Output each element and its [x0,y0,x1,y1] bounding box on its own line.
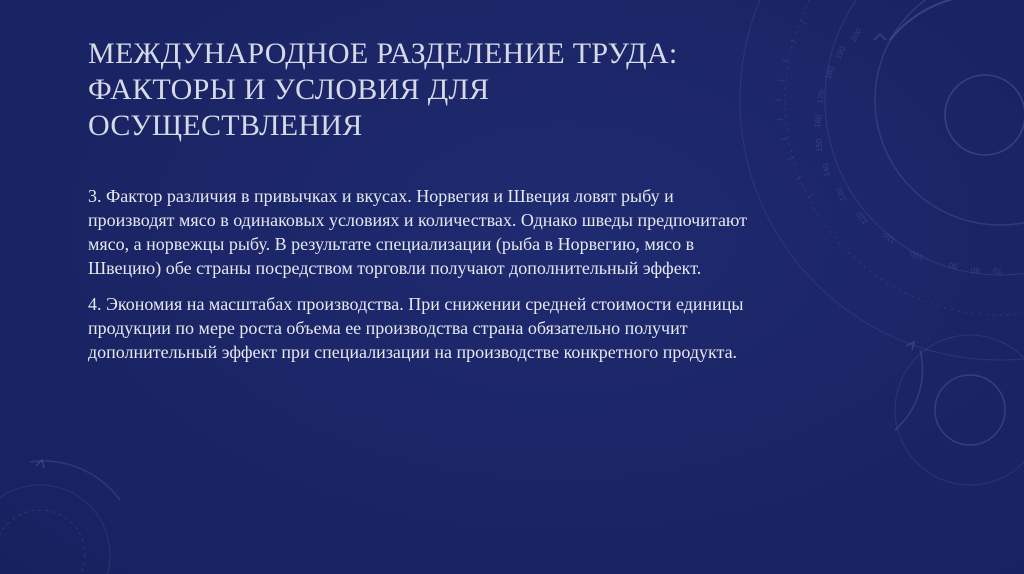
dial-number: 80 [970,265,981,275]
slide-body [88,184,748,376]
dial-ring-outer [740,0,1024,360]
dial-number: 90 [948,260,959,271]
dial-number: 160 [813,114,824,129]
dial-number: 200 [848,26,864,43]
dial-number: 170 [815,89,827,105]
paragraph-factor-4: 4. Экономия на масштабах производства. При снижении средней стоимости единицы продукции по мере роста объема ее производства страна обязательно получит дополнительный эффект при специализации на производстве конкретного продукта. [88,294,744,362]
left-ring-outer [0,485,110,574]
dial-number: 190 [833,44,848,61]
dial-number: 140 [820,162,832,178]
dial-ring-core [875,0,1024,225]
dial-number: 100 [908,248,925,263]
dial-ring-small [945,75,1024,155]
dial-number: 110 [881,230,898,246]
dial-number: 180 [823,65,837,81]
dial-number: 120 [854,209,870,227]
slide-title: МЕЖДУНАРОДНОЕ РАЗДЕЛЕНИЕ ТРУДА: ФАКТОРЫ И УСЛОВИЯ ДЛЯ ОСУЩЕСТВЛЕНИЯ [88,37,678,142]
bottom-ring-inner [935,375,1005,445]
bottom-arc [895,350,922,430]
paragraph-factor-3: 3. Фактор различия в привычках и вкусах. Норвегия и Швеция ловят рыбу и производят мясо в одинаковых условиях и количествах. Однако шведы предпочитают мясо, а норвежцы рыбу. В результате специализации (рыба в Норвегию, мясо в Швецию) обе страны посредством торговли получают дополнительный эффект. [88,186,748,278]
left-ring-inner [0,510,85,574]
dial-number: 130 [834,186,848,203]
dial-number: 70 [993,266,1003,276]
arrow-mark-1 [874,34,886,40]
dial-number: 150 [814,138,824,153]
dial-ring-middle [785,0,1024,315]
